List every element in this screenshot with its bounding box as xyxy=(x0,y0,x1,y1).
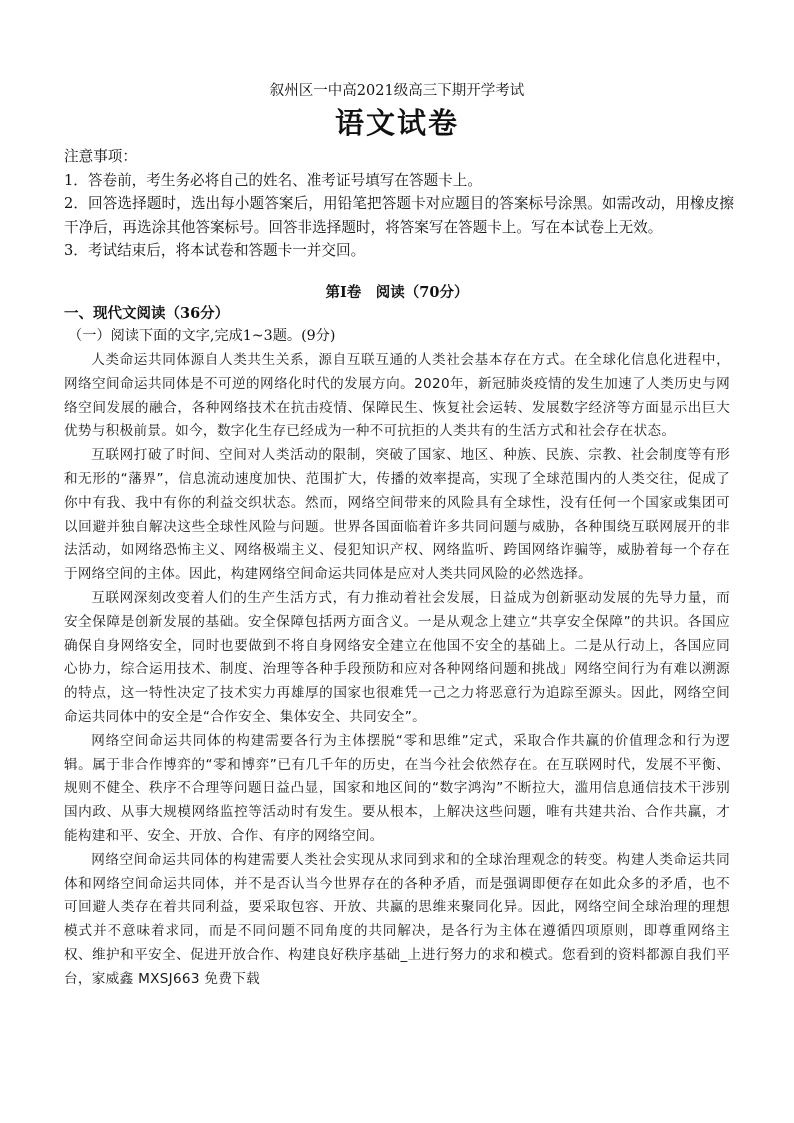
notice-item-2: 2．回答选择题时，选出每小题答案后，用铅笔把答题卡对应题目的答案标号涂黑。如需改动，用橡皮擦干净后，再选涂其他答案标号。回答非选择题时，将答案写在答题卡上。写在本试卷上无效。 xyxy=(64,195,734,236)
section-heading: 一、现代文阅读（36分） xyxy=(64,305,230,322)
notice-item-3: 3．考试结束后，将本试卷和答题卡一并交回。 xyxy=(64,242,366,259)
part-heading: 第Ⅰ卷 阅读（70分） xyxy=(325,284,469,301)
exam-title: 语文试卷 xyxy=(334,106,459,140)
passage-paragraph-3: 互联网深刻改变着人们的生产生活方式，有力推动着社会发展，日益成为创新驱动发展的先导力量，而安全保障是创新发展的基础。安全保障包括两方面含义。一是从观念上建立“共享安全保障”的共识。各国应确保自身网络安全，同时也要做到不将自身网络安全建立在他国不安全的基础上。二是从行动上，各国应同心协力，综合运用技术、制度、治理等各种手段预防和应对各种网络问题和挑战」网络空间行为有难以溯源的特点，这一特性决定了技术实力再雄厚的国家也很难凭一己之力将恶意行为追踪至源头。因此，网络空间命运共同体中的安全是“合作安全、集体安全、共同安全”。 xyxy=(64,589,730,725)
notice-item-1: 1．答卷前，考生务必将自己的姓名、准考证号填写在答题卡上。 xyxy=(64,171,482,189)
passage-paragraph-1: 人类命运共同体源自人类共生关系，源自互联互通的人类社会基本存在方式。在全球化信息化进程中，网络空间命运共同体是不可逆的网络化时代的发展方向。2020年，新冠肺炎疫情的发生加速了人类历史与网络空间发展的融合，各种网络技术在抗击疫情、保障民生、恢复社会运转、发展数字经济等方面显示出巨大优势与积极前景。如今，数字化生存已经成为一种不可抗拒的人类共有的生活方式和社会存在状态。 xyxy=(64,352,730,440)
notice-heading: 注意事项： xyxy=(64,148,137,165)
passage-paragraph-4: 网络空间命运共同体的构建需要各行为主体摆脱“零和思维”定式，采取合作共赢的价值理念和行为逻辑。属于非合作博弈的“零和博弈”已有几千年的历史，在当今社会依然存在。在互联网时代，发展不平衡、规则不健全、秩序不合理等问题日益凸显，国家和地区间的“数字鸿沟”不断拉大，滥用信息通信技术干涉别国内政、从事大规模网络监控等活动时有发生。要从根本，上解决这些问题，唯有共建共治、合作共赢，才能构建和平、安全、开放、合作、有序的网络空间。 xyxy=(64,732,730,844)
reading-passage xyxy=(64,349,730,992)
passage-paragraph-2: 互联网打破了时间、空间对人类活动的限制，突破了国家、地区、种族、民族、宗教、社会制度等有形和无形的“藩界”，信息流动速度加快、范围扩大，传播的效率提高，实现了全球范围内的人类交往，促成了你中有我、我中有你的利益交织状态。然而，网络空间带来的风险具有全球性，没有任何一个国家或集团可以回避并独自解决这些全球性风险与问题。世界各国面临着许多共同问题与威胁，各种围绕互联网展开的非法活动，如网络恐怖主义、网络极端主义、侵犯知识产权、网络监听、跨国网络诈骗等，威胁着每一个存在于网络空间的主体。因此，构建网络空间命运共同体是应对人类共同风险的必然选择。 xyxy=(64,447,730,583)
passage-paragraph-5: 网络空间命运共同体的构建需要人类社会实现从求同到求和的全球治理观念的转变。构建人类命运共同体和网络空间命运共同体，并不是否认当今世界存在的各种矛盾，而是强调即便存在如此众多的矛盾，也不可回避人类存在着共同利益，要采取包容、开放、共赢的思维来聚同化异。因此，网络空间全球治理的理想模式并不意味着求同，而是不同问题不同角度的共同解决，是各行为主体在遵循四项原则，即尊重网络主权、维护和平安全、促进开放合作、构建良好秩序基础_上进行努力的求和模式。您看到的资料都源自我们平台，家威鑫 MXSJ663 免费下载 xyxy=(64,851,730,987)
subsection-heading: （一）阅读下面的文字,完成1~3题。(9分) xyxy=(68,328,336,344)
notice-block xyxy=(64,145,734,263)
exam-subtitle: 叙州区一中高2021级高三下期开学考试 xyxy=(269,83,525,99)
